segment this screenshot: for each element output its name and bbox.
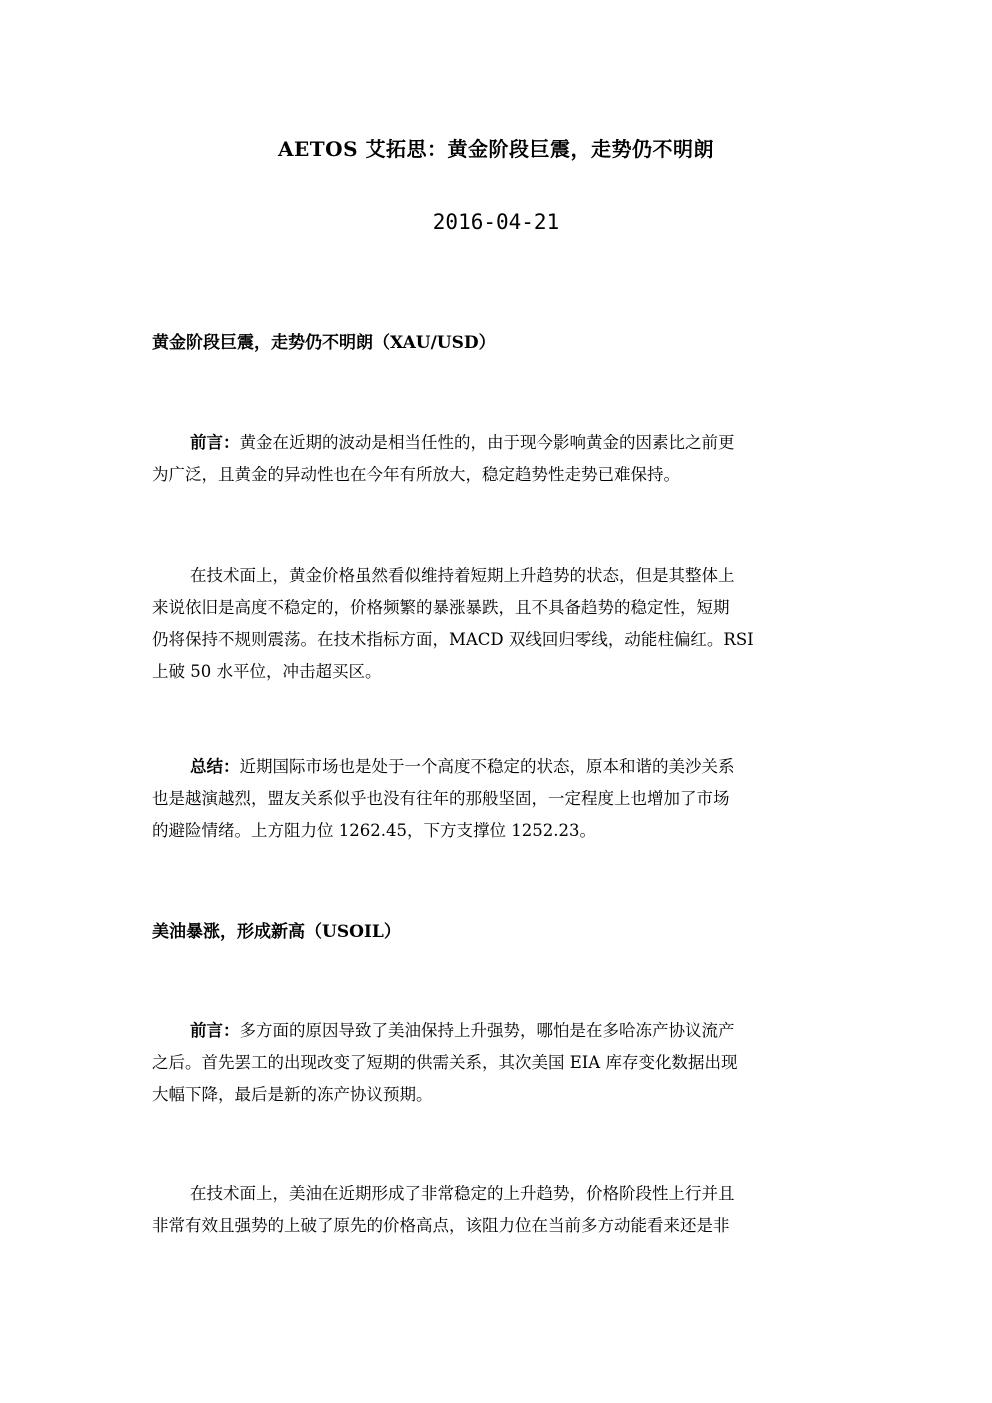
paragraph-line: 近期国际市场也是处于一个高度不稳定的状态，原本和谐的美沙关系 bbox=[239, 757, 735, 776]
paragraph-line: 非常有效且强势的上破了原先的价格高点，该阻力位在当前多方动能看来还是非 bbox=[152, 1216, 730, 1235]
document-title: AETOS 艾拓思：黄金阶段巨震，走势仍不明朗 bbox=[278, 137, 714, 161]
paragraph-line: 黄金在近期的波动是相当任性的，由于现今影响黄金的因素比之前更 bbox=[239, 433, 735, 452]
paragraph-lead-label: 总结： bbox=[190, 757, 240, 776]
section-heading-oil: 美油暴涨，形成新高（USOIL） bbox=[152, 922, 401, 942]
paragraph-line: 仍将保持不规则震荡。在技术指标方面，MACD 双线回归零线，动能柱偏红。RSI bbox=[152, 630, 754, 649]
paragraph-gold-summary bbox=[152, 751, 842, 847]
paragraph-oil-technical bbox=[152, 1178, 842, 1242]
paragraph-gold-intro bbox=[152, 427, 842, 491]
paragraph-oil-intro bbox=[152, 1015, 842, 1111]
document-date: 2016-04-21 bbox=[432, 210, 560, 234]
paragraph-line: 的避险情绪。上方阻力位 1262.45，下方支撑位 1252.23。 bbox=[152, 821, 596, 840]
paragraph-line: 在技术面上，美油在近期形成了非常稳定的上升趋势，价格阶段性上行并且 bbox=[190, 1184, 735, 1203]
paragraph-line: 来说依旧是高度不稳定的，价格频繁的暴涨暴跌，且不具备趋势的稳定性，短期 bbox=[152, 598, 730, 617]
paragraph-line: 也是越演越烈，盟友关系似乎也没有往年的那般坚固，一定程度上也增加了市场 bbox=[152, 789, 730, 808]
paragraph-line: 在技术面上，黄金价格虽然看似维持着短期上升趋势的状态，但是其整体上 bbox=[190, 566, 735, 585]
paragraph-lead-label: 前言： bbox=[190, 1021, 240, 1040]
section-heading-gold: 黄金阶段巨震，走势仍不明朗（XAU/USD） bbox=[152, 333, 496, 353]
paragraph-line: 之后。首先罢工的出现改变了短期的供需关系，其次美国 EIA 库存变化数据出现 bbox=[152, 1053, 738, 1072]
paragraph-line: 为广泛，且黄金的异动性也在今年有所放大，稳定趋势性走势已难保持。 bbox=[152, 465, 680, 484]
paragraph-lead-label: 前言： bbox=[190, 433, 240, 452]
paragraph-line: 多方面的原因导致了美油保持上升强势，哪怕是在多哈冻产协议流产 bbox=[239, 1021, 735, 1040]
paragraph-gold-technical bbox=[152, 560, 842, 688]
paragraph-line: 上破 50 水平位，冲击超买区。 bbox=[152, 662, 382, 681]
paragraph-line: 大幅下降，最后是新的冻产协议预期。 bbox=[152, 1085, 433, 1104]
